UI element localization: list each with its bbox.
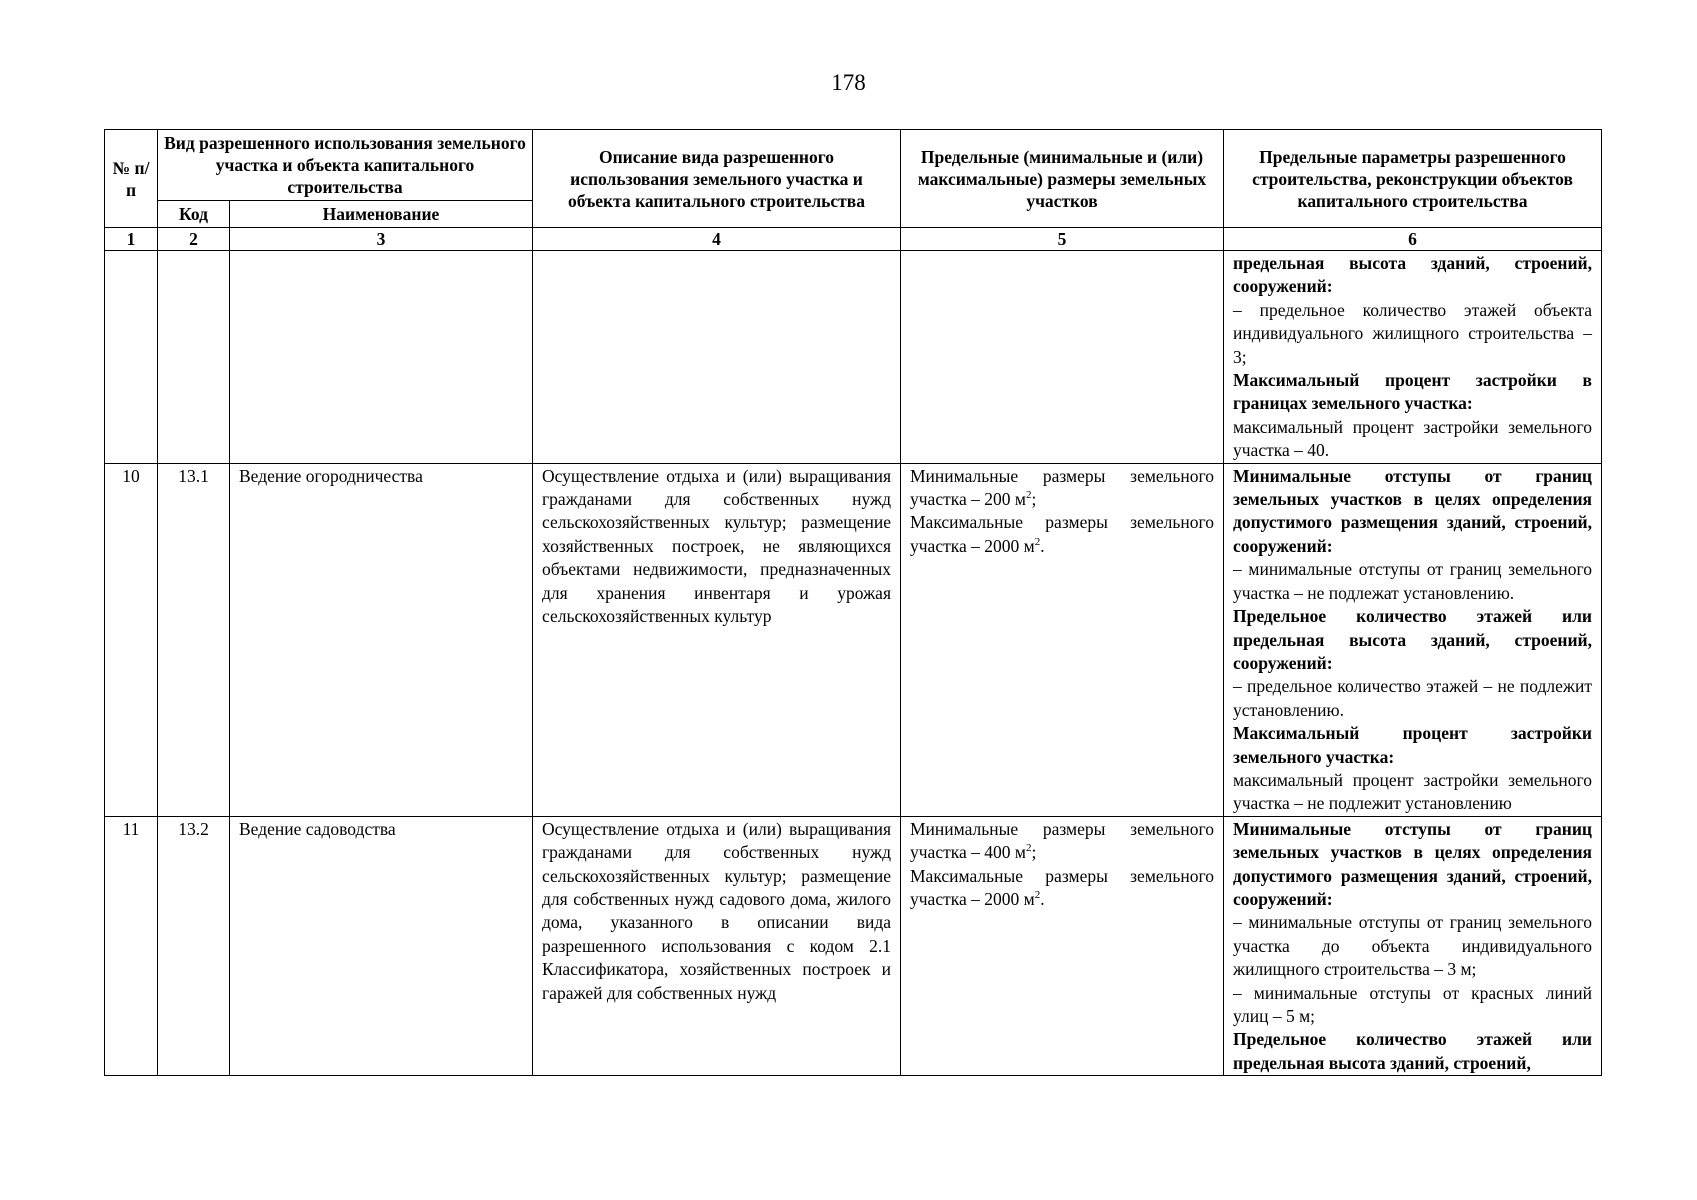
cell-plot-sizes — [901, 463, 1224, 816]
min-size-text: Минимальные размеры земельного участка – 200 $м^2$; — [910, 465, 1214, 510]
cell-build-params — [1224, 463, 1602, 816]
column-number: 2 — [158, 228, 230, 251]
param-text: – минимальные отступы от границ земельного участка до объекта индивидуального жилищного строительства – 3 м; — [1233, 912, 1592, 980]
column-number: 3 — [230, 228, 533, 251]
param-text: максимальный процент застройки земельного участка – не подлежит установлению — [1233, 769, 1592, 814]
param-heading: Минимальные отступы от границ земельных участков в целях определения допустимого размещения зданий, строений, сооружений: — [1233, 465, 1592, 556]
column-number: 4 — [533, 228, 901, 251]
param-heading: Максимальный процент застройки земельного участка: — [1233, 723, 1592, 767]
regulations-table — [104, 129, 1602, 1076]
cell-num: 10 — [105, 463, 158, 816]
param-text: – минимальные отступы от красных линий улиц – 5 м; — [1233, 982, 1592, 1026]
param-text: – предельное количество этажей – не подлежит установлению. — [1233, 676, 1592, 720]
cell-num — [105, 251, 158, 464]
cell-code: 13.2 — [158, 816, 230, 1075]
cell-name — [230, 251, 533, 464]
cell-plot-sizes — [901, 251, 1224, 464]
cell-build-params — [1224, 816, 1602, 1075]
cell-code — [158, 251, 230, 464]
param-heading: Предельное количество этажей или предельная высота зданий, строений, — [1233, 1029, 1592, 1073]
cell-code: 13.1 — [158, 463, 230, 816]
column-number: 5 — [901, 228, 1224, 251]
cell-plot-sizes — [901, 816, 1224, 1075]
cell-description: Осуществление отдыха и (или) выращивания гражданами для собственных нужд сельскохозяйственных культур; размещение для собственных нужд садового дома, жилого дома, указанного в описании вида разрешенного использования с кодом 2.1 Классификатора, хозяйственных построек и гаражей для собственных нужд — [533, 816, 901, 1075]
param-text: максимальный процент застройки земельного участка – 40. — [1233, 416, 1592, 461]
header-vid-group: Вид разрешенного использования земельного участка и объекта капитального строительства — [158, 130, 533, 201]
column-number: 1 — [105, 228, 158, 251]
param-heading: Минимальные отступы от границ земельных участков в целях определения допустимого размещения зданий, строений, сооружений: — [1233, 818, 1592, 909]
header-name: Наименование — [230, 201, 533, 228]
cell-build-params — [1224, 251, 1602, 464]
header-num: № п/п — [105, 130, 158, 228]
column-number: 6 — [1224, 228, 1602, 251]
table-row — [105, 463, 1602, 816]
cell-name: Ведение садоводства — [230, 816, 533, 1075]
cell-num: 11 — [105, 816, 158, 1075]
header-plot-sizes: Предельные (минимальные и (или) максимальные) размеры земельных участков — [901, 130, 1224, 228]
table-row-continued — [105, 251, 1602, 464]
max-size-text: Максимальные размеры земельного участка – 2000 $м^2$. — [910, 865, 1214, 909]
param-text: – предельное количество этажей объекта индивидуального жилищного строительства – 3; — [1233, 299, 1592, 367]
header-code: Код — [158, 201, 230, 228]
cell-description: Осуществление отдыха и (или) выращивания гражданами для собственных нужд сельскохозяйственных культур; размещение хозяйственных построек, не являющихся объектами недвижимости, предназначенных для хранения инвентаря и урожая сельскохозяйственных культур — [533, 463, 901, 816]
header-build-params: Предельные параметры разрешенного строительства, реконструкции объектов капитального строительства — [1224, 130, 1602, 228]
header-description: Описание вида разрешенного использования земельного участка и объекта капитального строительства — [533, 130, 901, 228]
min-size-text: Минимальные размеры земельного участка – 400 $м^2$; — [910, 818, 1214, 863]
column-numbers-row — [105, 228, 1602, 251]
param-heading: предельная высота зданий, строений, сооружений: — [1233, 253, 1592, 297]
param-heading: Максимальный процент застройки в границах земельного участка: — [1233, 370, 1592, 414]
param-text: – минимальные отступы от границ земельного участка – не подлежат установлению. — [1233, 559, 1592, 603]
table-row — [105, 816, 1602, 1075]
cell-description — [533, 251, 901, 464]
header-row — [105, 130, 1602, 201]
max-size-text: Максимальные размеры земельного участка – 2000 $м^2$. — [910, 512, 1214, 556]
page-number: 178 — [831, 70, 866, 95]
cell-name: Ведение огородничества — [230, 463, 533, 816]
param-heading: Предельное количество этажей или предельная высота зданий, строений, сооружений: — [1233, 606, 1592, 673]
